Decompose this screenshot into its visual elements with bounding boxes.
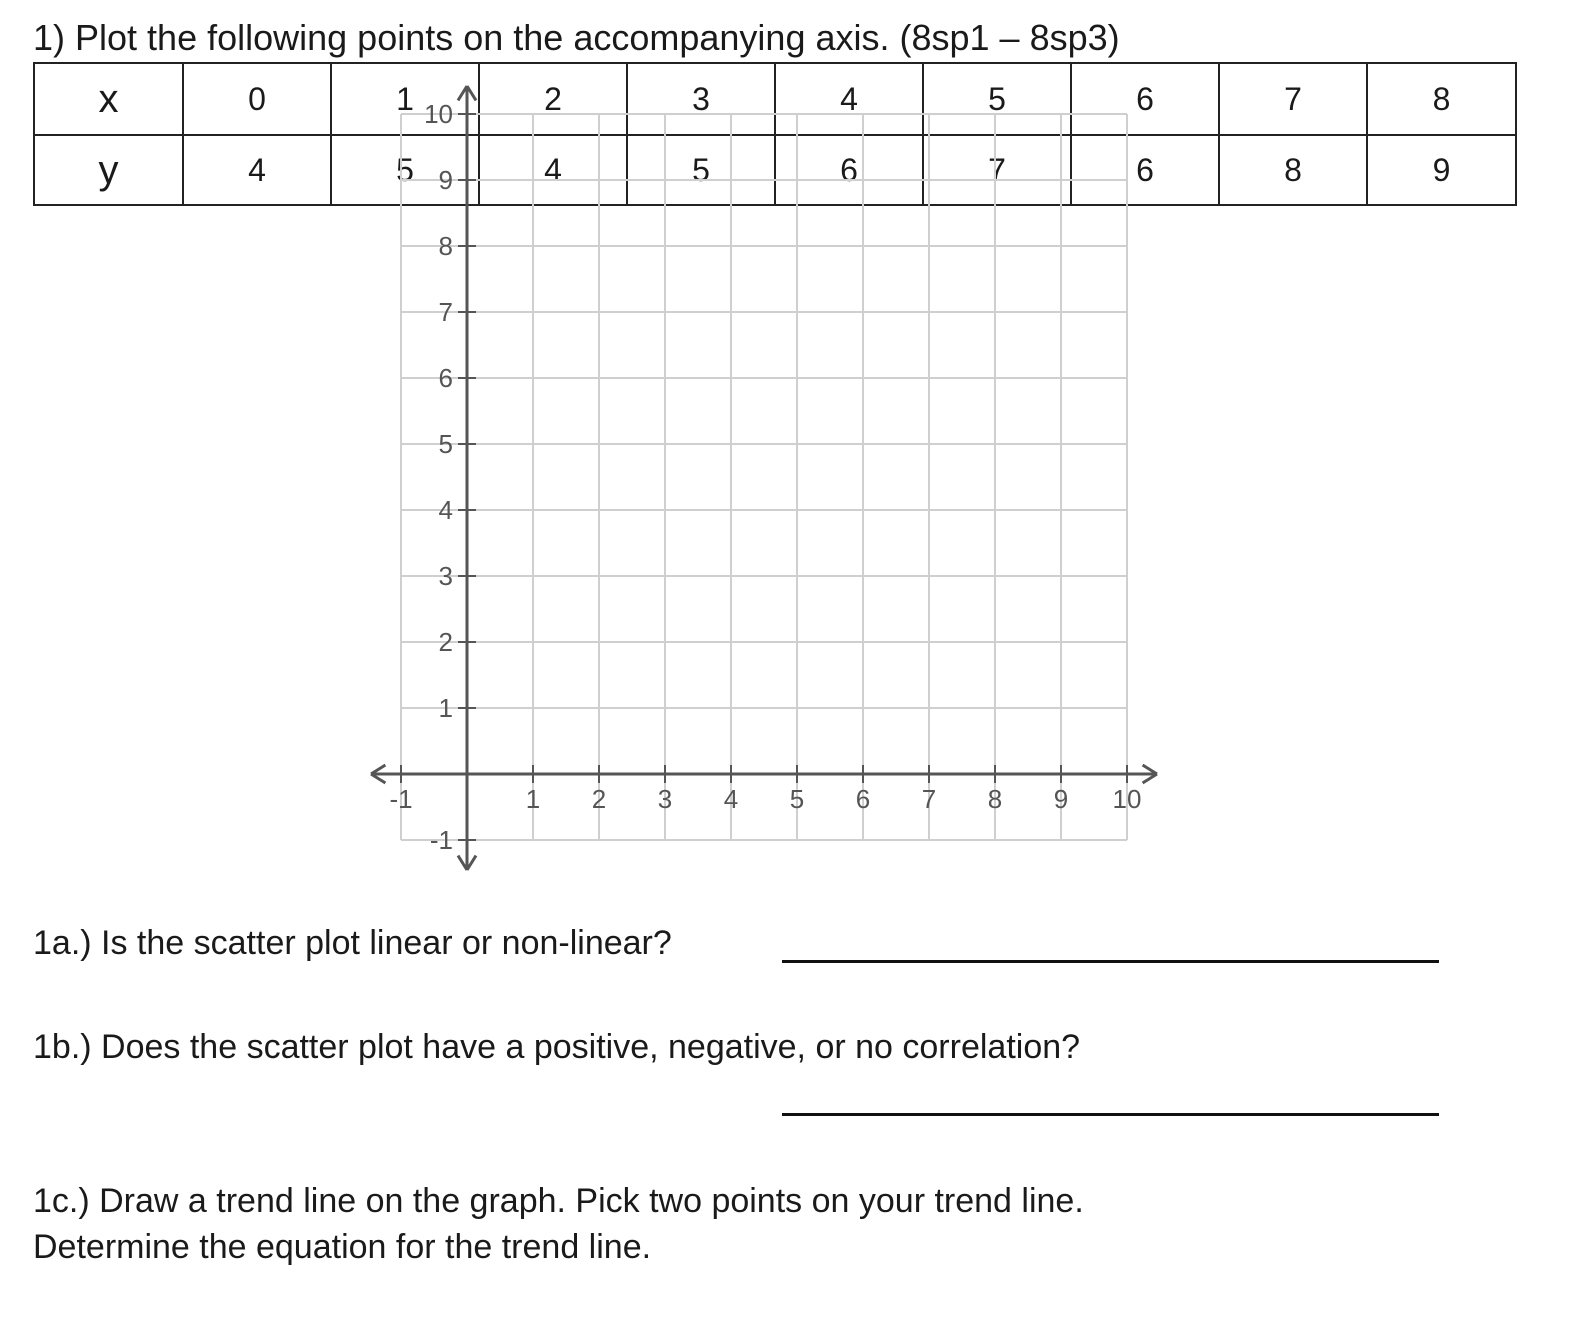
x-value-cell: 7	[1219, 63, 1367, 135]
answer-line-1a[interactable]	[782, 960, 1439, 963]
y-value-cell: 6	[775, 135, 923, 205]
y-tick-label: 4	[438, 495, 453, 525]
x-header-cell: x	[34, 63, 183, 135]
y-tick-label: 1	[438, 693, 453, 723]
x-value-cell: 0	[183, 63, 331, 135]
y-value-cell: 4	[183, 135, 331, 205]
y-value-cell: 4	[479, 135, 627, 205]
question-1a: 1a.) Is the scatter plot linear or non-linear?	[33, 924, 672, 962]
y-value-cell: 9	[1367, 135, 1516, 205]
x-tick-label: 7	[921, 784, 937, 814]
y-value-cell: 5	[331, 135, 479, 205]
y-tick-label: 7	[438, 297, 453, 327]
x-value-cell: 1	[331, 63, 479, 135]
x-tick-label: 5	[789, 784, 805, 814]
y-tick-label: 6	[438, 363, 453, 393]
y-tick-label: -1	[429, 825, 453, 855]
question-1b: 1b.) Does the scatter plot have a positive, negative, or no correlation?	[33, 1028, 1081, 1066]
question-1-title: 1) Plot the following points on the accompanying axis. (8sp1 – 8sp3)	[33, 17, 1120, 58]
x-tick-label: 1	[525, 784, 541, 814]
y-value-cell: 5	[627, 135, 775, 205]
y-tick-label: 10	[424, 99, 453, 129]
y-tick-label: 2	[438, 627, 453, 657]
question-1c-continued: Determine the equation for the trend line.	[33, 1228, 652, 1266]
x-tick-label: -1	[389, 784, 413, 814]
y-value-cell: 8	[1219, 135, 1367, 205]
x-tick-label: 10	[1112, 784, 1142, 814]
y-tick-label: 9	[438, 165, 453, 195]
x-tick-label: 8	[987, 784, 1003, 814]
x-tick-label: 6	[855, 784, 871, 814]
y-tick-label: 5	[438, 429, 453, 459]
y-value-cell: 7	[923, 135, 1071, 205]
x-tick-label: 3	[657, 784, 673, 814]
x-value-cell: 5	[923, 63, 1071, 135]
x-tick-label: 9	[1053, 784, 1069, 814]
x-value-cell: 8	[1367, 63, 1516, 135]
question-1c: 1c.) Draw a trend line on the graph. Pick two points on your trend line.	[33, 1182, 1084, 1220]
y-tick-label: 8	[438, 231, 453, 261]
x-value-cell: 3	[627, 63, 775, 135]
x-value-cell: 6	[1071, 63, 1219, 135]
answer-line-1b[interactable]	[782, 1113, 1439, 1116]
x-value-cell: 2	[479, 63, 627, 135]
x-tick-label: 4	[723, 784, 739, 814]
y-header-cell: y	[34, 135, 183, 205]
x-tick-label: 2	[591, 784, 607, 814]
y-value-cell: 6	[1071, 135, 1219, 205]
y-tick-label: 3	[438, 561, 453, 591]
x-value-cell: 4	[775, 63, 923, 135]
